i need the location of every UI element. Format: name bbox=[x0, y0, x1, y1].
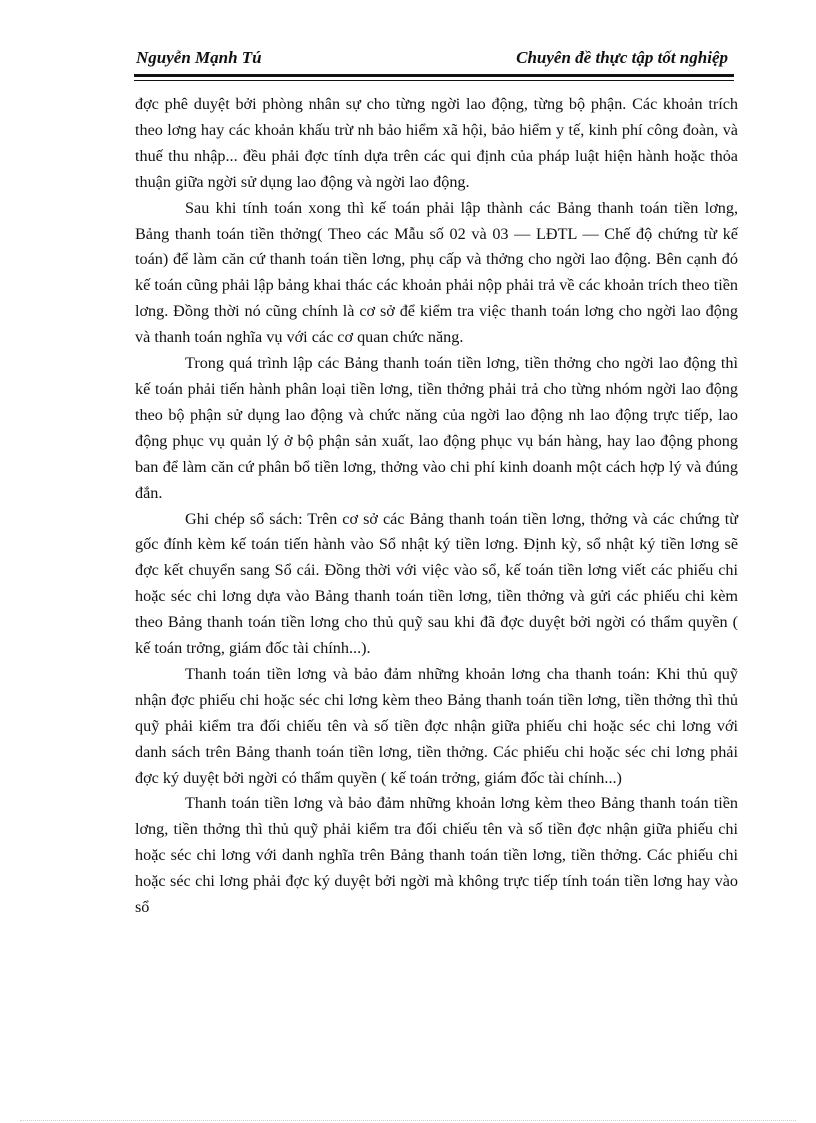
header-author: Nguyễn Mạnh Tú bbox=[136, 48, 262, 67]
header-rule-thick bbox=[134, 74, 734, 77]
page-header bbox=[134, 44, 738, 80]
header-title: Chuyên đề thực tập tốt nghiệp bbox=[516, 48, 728, 67]
paragraph: Trong quá trình lập các Bảng thanh toán tiền lơng, tiền thởng cho ngời lao động thì kế toán phải tiến hành phân loại tiền lơng, tiền thởng phải trả cho từng nhóm ngời lao động theo bộ phận sử dụng lao động và chức năng của ngời lao động nh lao động trực tiếp, lao động phục vụ quản lý ở bộ phận sản xuất, lao động phục vụ bán hàng, hay lao động phong ban để làm căn cứ phân bổ tiền lơng, thởng vào chi phí kinh doanh một cách hợp lý và đúng đắn. bbox=[135, 354, 738, 502]
document-body bbox=[135, 92, 738, 921]
paragraph: Thanh toán tiền lơng và bảo đảm những khoản lơng kèm theo Bảng thanh toán tiền lơng, tiền thởng thì thủ quỹ phải kiểm tra đối chiếu tên và số tiền đợc nhận giữa phiếu chi hoặc séc chi lơng với danh nghĩa trên Bảng thanh toán tiền lơng, tiền thởng. Các phiếu chi hoặc séc chi lơng phải đợc ký duyệt bởi ngời mà không trực tiếp tính toán tiền lơng hay vào sổ bbox=[135, 794, 738, 917]
paragraph: Sau khi tính toán xong thì kế toán phải lập thành các Bảng thanh toán tiền lơng, Bảng thanh toán tiền thởng( Theo các Mẫu số 02 và 03 — LĐTL — Chế độ chứng từ kế toán) để làm căn cứ thanh toán tiền lơng, phụ cấp và thởng cho ngời lao động. Bên cạnh đó kế toán cũng phải lập bảng khai thác các khoản phải nộp phải trả về các khoản trích theo tiền lơng. Đồng thời nó cũng chính là cơ sở để kiểm tra việc thanh toán lơng cho ngời lao động và thanh toán nghĩa vụ với các cơ quan chức năng. bbox=[135, 198, 738, 347]
page-bottom-border bbox=[20, 1120, 796, 1121]
paragraph: Thanh toán tiền lơng và bảo đảm những khoản lơng cha thanh toán: Khi thủ quỹ nhận đợc phiếu chi hoặc séc chi lơng kèm theo Bảng thanh toán tiền lơng, tiền thởng thì thủ quỹ phải kiểm tra đối chiếu tên và số tiền đợc nhận giữa phiếu chi hoặc séc chi lơng với danh sách trên Bảng thanh toán tiền lơng, tiền thởng. Các phiếu chi hoặc séc chi lơng phải đợc ký duyệt bởi ngời có thẩm quyền ( kế toán trởng, giám đốc tài chính...) bbox=[135, 664, 738, 787]
paragraph: Ghi chép sổ sách: Trên cơ sở các Bảng thanh toán tiền lơng, thởng và các chứng từ gốc đính kèm kế toán tiến hành vào Sổ nhật ký tiền lơng. Định kỳ, sổ nhật ký tiền lơng sẽ đợc kết chuyển sang Sổ cái. Đồng thời với việc vào sổ, kế toán tiền lơng viết các phiếu chi hoặc séc chi lơng dựa vào Bảng thanh toán tiền lơng, tiền thởng và gửi các phiếu chi kèm theo Bảng thanh toán tiền lơng cho thủ quỹ sau khi đã đợc duyệt bởi ngời có thẩm quyền ( kế toán trởng, giám đốc tài chính...). bbox=[135, 509, 738, 658]
header-rule-thin bbox=[134, 80, 734, 81]
paragraph: đợc phê duyệt bởi phòng nhân sự cho từng ngời lao động, từng bộ phận. Các khoản trích theo lơng hay các khoản khấu trừ nh bảo hiểm xã hội, bảo hiểm y tế, kinh phí công đoàn, và thuế thu nhập... đều phải đợc tính dựa trên các qui định của pháp luật hiện hành hoặc thỏa thuận giữa ngời sử dụng lao động và ngời lao động. bbox=[135, 95, 738, 191]
